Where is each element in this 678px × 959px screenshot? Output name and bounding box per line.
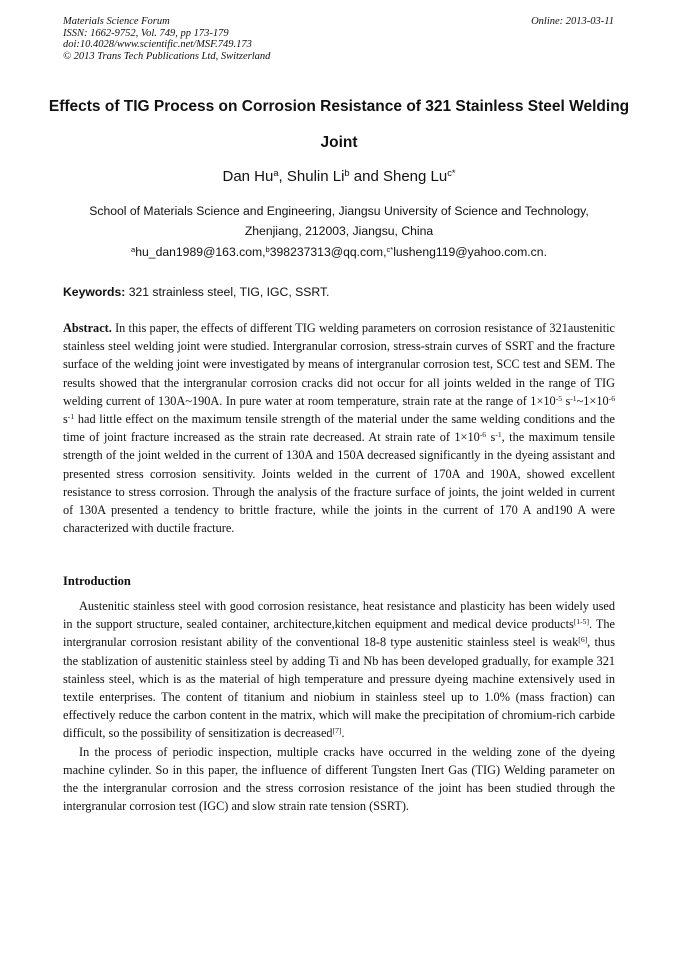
author-separator: and: [349, 168, 383, 185]
author-emails: [40, 243, 638, 261]
author-mark: c*: [447, 167, 456, 178]
citation[interactable]: [1-5]: [573, 617, 590, 627]
abstract-text: s: [486, 430, 496, 445]
citation[interactable]: [7]: [332, 726, 342, 736]
journal-header: [63, 16, 270, 62]
abstract-label: Abstract.: [63, 321, 112, 335]
exponent: -6: [479, 430, 487, 440]
doi-line: doi:10.4028/www.scientific.net/MSF.749.173: [63, 39, 252, 51]
abstract-text: In this paper, the effects of different TIG welding parameters on corrosion resistance of 321austenitic stainless steel welding joint were studied. Intergranular corrosion, stress-strain curves of SSRT and the fracture surface of the welding joint were investigated by means of intergranular corrosion test, SCC test and SEM. The results showed that the intergranular corrosion cracks did not occur for all joints welded in the range of TIG welding current of 130A~190A. In pure water at room temperature, strain rate at the range of 1×10: [63, 321, 615, 408]
author-name: Dan Hu: [222, 168, 274, 185]
abstract-text: had little effect on the maximum tensile strength of the material under the same welding conditions and the time of joint fracture increased as the strain rate decreased. At strain rate of 1×10: [63, 412, 615, 445]
affiliation-line: Zhenjiang, 212003, Jiangsu, China: [244, 224, 434, 238]
email-mark: b: [265, 244, 270, 254]
keywords-label: Keywords:: [63, 285, 126, 299]
issn-line: ISSN: 1662-9752, Vol. 749, pp 173-179: [63, 27, 229, 39]
email-separator: .: [543, 245, 547, 259]
exponent: -5: [555, 393, 563, 403]
paragraph-text: . The intergranular corrosion resistant ability of the conventional 18-8 type austenitic stainless steel is weak: [63, 617, 615, 650]
copyright-line: © 2013 Trans Tech Publications Ltd, Switzerland: [63, 50, 271, 62]
author-mark: b: [344, 167, 350, 178]
author-list: [40, 166, 638, 188]
author-mark: a: [273, 167, 279, 178]
exponent: -1: [495, 430, 502, 440]
email-address[interactable]: 398237313@qq.com: [269, 245, 384, 259]
abstract-text: s: [562, 393, 571, 408]
abstract: [63, 319, 615, 537]
section-heading-introduction: Introduction: [63, 574, 131, 588]
paragraph: [63, 597, 615, 743]
author-separator: ,: [278, 168, 287, 185]
citation[interactable]: [6]: [578, 635, 588, 645]
email-separator: ,: [262, 245, 266, 259]
abstract-text: , the maximum tensile strength of the joint welded in the current of 130A and 150A decreased significantly in the dyeing assistant and presented stress corrosion sensitivity. Joints welded in the current of 170A and 190A, showed excellent resistance to stress corrosion. Through the analysis of the fracture surface of joints, the joint welded in current of 130A presented a tendency to brittle fracture, while the joints in the current of 170 A and190 A were characterized with ductile fracture.: [63, 430, 615, 536]
journal-name: Materials Science Forum: [63, 16, 170, 27]
affiliation-line: School of Materials Science and Engineering, Jiangsu University of Science and Technology,: [89, 204, 589, 218]
paragraph-text: .: [341, 726, 345, 741]
exponent: -6: [608, 393, 615, 403]
affiliation: [60, 201, 618, 241]
email-mark: c*: [386, 244, 394, 254]
introduction-body: [63, 597, 615, 815]
paper-title: Effects of TIG Process on Corrosion Resistance of 321 Stainless Steel Welding Joint: [48, 98, 630, 151]
keywords-text: 321 strainless steel, TIG, IGC, SSRT.: [128, 285, 330, 299]
email-mark: a: [131, 244, 136, 254]
author-name: Shulin Li: [286, 168, 345, 185]
keywords: [63, 283, 615, 301]
paragraph-text: Austenitic stainless steel with good corrosion resistance, heat resistance and plasticity has been widely used in the support structure, sealed container, architecture,kitchen equipment and medical device products: [63, 599, 615, 632]
exponent: -1: [570, 393, 577, 403]
abstract-text: s: [63, 412, 68, 427]
abstract-text: ~1×10: [576, 393, 609, 408]
exponent: -1: [67, 411, 75, 421]
online-date: Online: 2013-03-11: [531, 16, 614, 27]
paragraph: In the process of periodic inspection, multiple cracks have occurred in the welding zone of the dyeing machine cylinder. So in this paper, the influence of different Tungsten Inert Gas (TIG) Welding parameter on the the intergranular corrosion and the stress corrosion resistance of the joint has been studied through the intergranular corrosion test (IGC) and slow strain rate tension (SSRT).: [63, 744, 615, 814]
author-name: Sheng Lu: [382, 168, 448, 185]
email-address[interactable]: lusheng119@yahoo.com.cn: [393, 245, 544, 259]
paragraph-text: , thus the stablization of austenitic stainless steel by adding Ti and Nb has been developed gradually, for example 321 stainless steel, which is as the material of high temperature and pressure dyeing machine extensively used in textile enterprises. The content of titanium and niobium in stainless steel up to 1.0% (mass fraction) can effectively reduce the carbon content in the matrix, which will make the precipitation of chromium-rich carbide difficult, so the possibility of sensitization is decreased: [63, 635, 615, 741]
email-address[interactable]: hu_dan1989@163.com: [135, 245, 263, 259]
email-separator: ,: [383, 245, 387, 259]
